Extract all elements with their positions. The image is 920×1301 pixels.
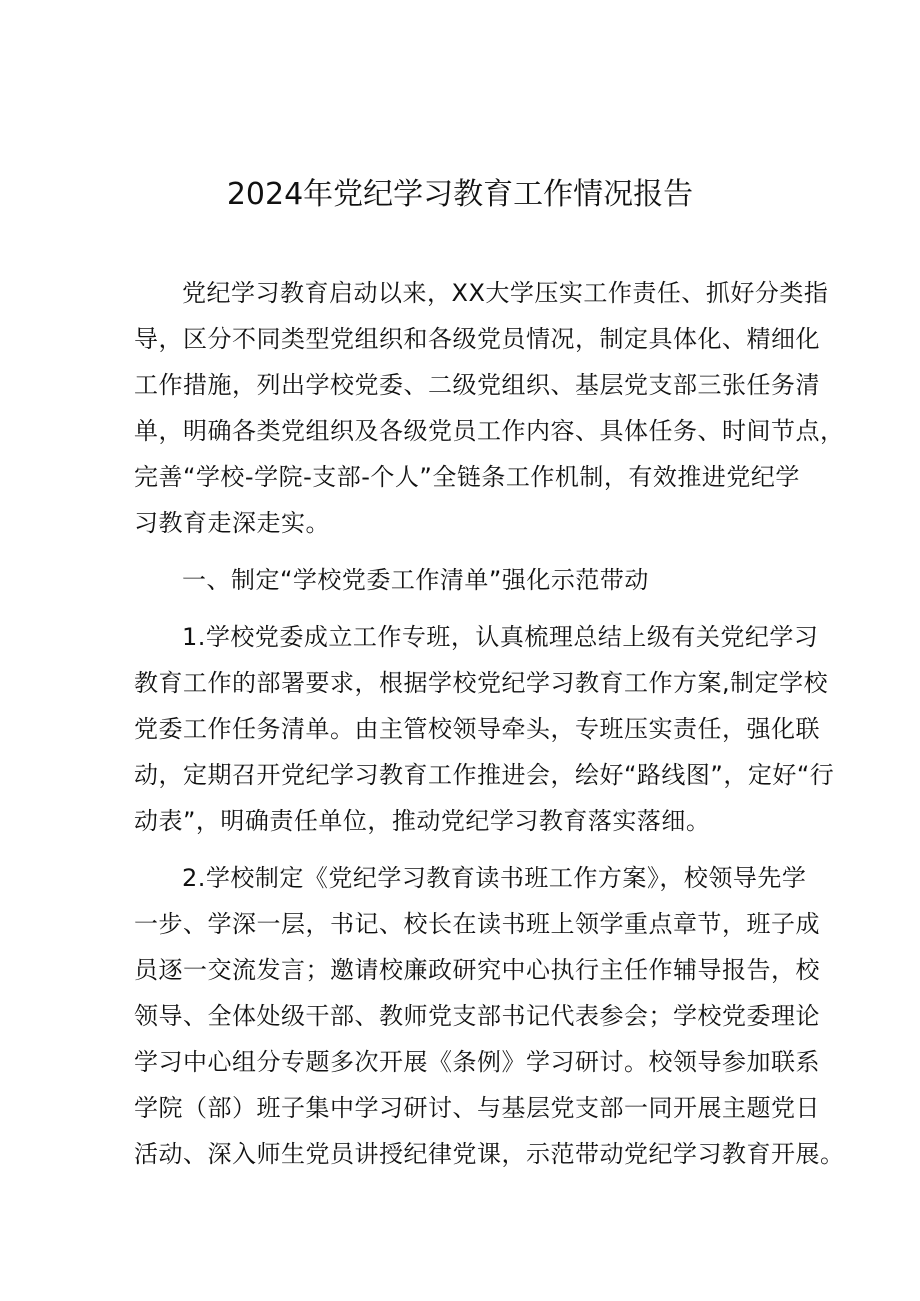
text-line: 活动、深入师生党员讲授纪律党课，示范带动党纪学习教育开展。: [134, 1140, 845, 1168]
document-body: [134, 270, 845, 1177]
text-line: 党委工作任务清单。由主管校领导牵头，专班压实责任，强化联: [134, 715, 820, 743]
text-line: 党纪学习教育启动以来，XX大学压实工作责任、抓好分类指: [182, 279, 829, 307]
text-line: 学院（部）班子集中学习研讨、与基层党支部一同开展主题党日: [134, 1094, 820, 1122]
text-line: 导，区分不同类型党组织和各级党员情况，制定具体化、精细化: [134, 325, 820, 353]
paragraph-intro: [134, 270, 845, 546]
text-line: 工作措施，列出学校党委、二级党组织、基层党支部三张任务清: [134, 371, 820, 399]
text-line: 员逐一交流发言；邀请校廉政研究中心执行主任作辅导报告，校: [134, 956, 820, 984]
text-line: 习教育走深走实。: [134, 509, 330, 537]
paragraph-item-1: [134, 614, 835, 844]
text-line: 学习中心组分专题多次开展《条例》学习研讨。校领导参加联系: [134, 1048, 820, 1076]
text-line: 动，定期召开党纪学习教育工作推进会，绘好“路线图”，定好“行: [134, 761, 835, 789]
section-heading: 一、制定“学校党委工作清单”强化示范带动: [182, 566, 649, 594]
text-line: 单，明确各类党组织及各级党员工作内容、具体任务、时间节点，: [134, 417, 845, 445]
document-title: 2024年党纪学习教育工作情况报告: [226, 177, 694, 212]
paragraph-item-2: [134, 855, 845, 1177]
text-line: 教育工作的部署要求，根据学校党纪学习教育工作方案,制定学校: [134, 669, 829, 697]
text-line: 完善“学校-学院-支部-个人”全链条工作机制，有效推进党纪学: [134, 463, 800, 491]
text-line: 2.学校制定《党纪学习教育读书班工作方案》，校领导先学: [182, 864, 807, 892]
text-line: 1.学校党委成立工作专班，认真梳理总结上级有关党纪学习: [182, 623, 819, 651]
text-line: 领导、全体处级干部、教师党支部书记代表参会；学校党委理论: [134, 1002, 820, 1030]
section-heading-1: [134, 557, 798, 603]
text-line: 动表”，明确责任单位，推动党纪学习教育落实落细。: [134, 807, 711, 835]
text-line: 一步、学深一层，书记、校长在读书班上领学重点章节，班子成: [134, 910, 820, 938]
